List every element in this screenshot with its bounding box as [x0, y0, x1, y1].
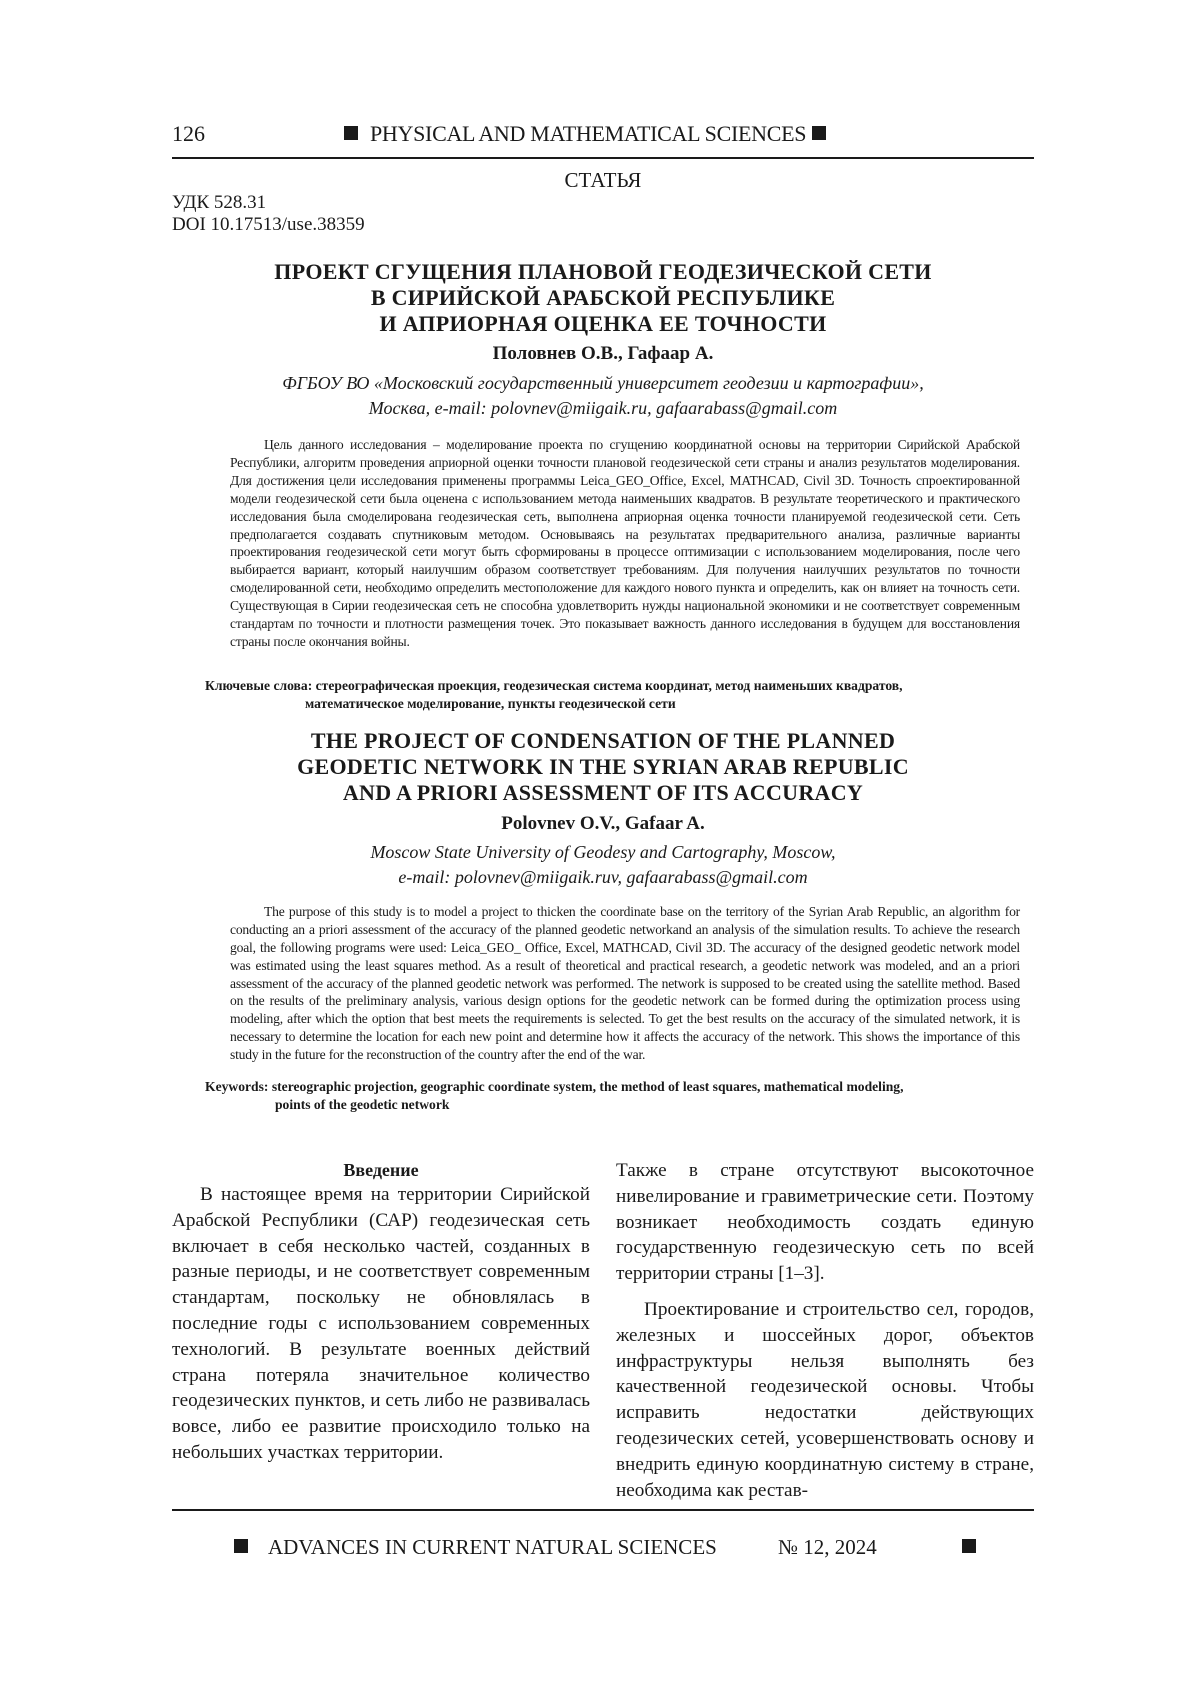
- article-type: СТАТЬЯ: [172, 168, 1034, 192]
- udc: УДК 528.31: [172, 192, 1034, 214]
- ru-keywords: [205, 677, 1034, 713]
- header-rule: [172, 157, 1034, 159]
- en-authors: Polovnev O.V., Gafaar A.: [172, 812, 1034, 836]
- en-affiliation-line: Moscow State University of Geodesy and Cartography, Moscow,: [172, 840, 1034, 865]
- en-keywords-line: stereographic projection, geographic coordinate system, the method of least squares, mathematical modeling,: [272, 1079, 904, 1094]
- ru-abstract: Цель данного исследования – моделирование проекта по сгущению координатной основы на территории Сирийской Арабской Республики, алгоритм проведения априорной оценки точности плановой геодезической сети страны и анализ результатов моделирования. Для достижения цели исследования применены программы Leica_GEO_Office, Excel, MATHCAD, Civil 3D. Точность спроектированной модели геодезической сети была оценена с использованием метода наименьших квадратов. В результате теоретического и практического исследования была смоделирована геодезическая сеть, выполнена априорная оценка точности планируемой геодезической сети. Сеть предполагается создавать спутниковым методом. Основываясь на результатах предварительного анализа, различные варианты проектирования геодезической сети могут быть сформированы в процессе оптимизации с использованием моделирования, после чего выбирается вариант, который наилучшим образом соответствует требованиям. Для получения наилучших результатов по точности смоделированной сети, необходимо определить местоположение для каждого нового пункта и определить, как он влияет на точность сети. Существующая в Сирии геодезическая сеть не способна удовлетворить нужды национальной экономики и не соответствует современным стандартам по точности и плотности размещения точек. Это показывает важность данного исследования в будущем для восстановления страны после окончания войны.: [230, 436, 1020, 651]
- body-left-column: [172, 1158, 590, 1503]
- ru-affiliation: [172, 371, 1034, 421]
- en-title-line: GEODETIC NETWORK IN THE SYRIAN ARAB REPUBLIC: [172, 754, 1034, 780]
- footer-journal: ADVANCES IN CURRENT NATURAL SCIENCES: [268, 1533, 717, 1561]
- ru-authors: Половнев О.В., Гафаар А.: [172, 342, 1034, 366]
- footer-rule: [172, 1509, 1034, 1511]
- en-title-line: THE PROJECT OF CONDENSATION OF THE PLANNED: [172, 728, 1034, 754]
- body-paragraph: Проектирование и строительство сел, городов, железных и шоссейных дорог, объектов инфраструктуры нельзя выполнять без качественной геодезической основы. Чтобы исправить недостатки действующих геодезических сетей, усовершенствовать основу и внедрить единую координатную систему в стране, необходима как рестав-: [616, 1297, 1034, 1503]
- en-abstract: The purpose of this study is to model a project to thicken the coordinate base on the territory of the Syrian Arab Republic, an algorithm for conducting an a priori assessment of the accuracy of the planned geodetic networkand an analysis of the simulation results. To achieve the research goal, the following programs were used: Leica_GEO_ Office, Excel, MATHCAD, Civil 3D. The accuracy of the designed geodetic network model was estimated using the least squares method. As a result of theoretical and practical research, a geodetic network was modeled, and an a priori assessment of the accuracy of the planned geodetic network was performed. The network is supposed to be created using the satellite method. Based on the results of the preliminary analysis, various design options for the geodetic network can be formed during the optimization process using modeling, after which the option that best meets the requirements is selected. To get the best results on the accuracy of the simulated network, it is necessary to determine the location for each new point and determine how it affects the accuracy of the network. This shows the importance of this study in the future for the reconstruction of the country after the end of the war.: [230, 903, 1020, 1064]
- en-keywords-line: points of the geodetic network: [205, 1096, 1034, 1114]
- en-title-line: AND A PRIORI ASSESSMENT OF ITS ACCURACY: [172, 780, 1034, 806]
- body-columns: [172, 1158, 1034, 1503]
- running-header: [172, 120, 1034, 150]
- body-right-column: [616, 1158, 1034, 1503]
- ru-title-line: И АПРИОРНАЯ ОЦЕНКА ЕЕ ТОЧНОСТИ: [172, 311, 1034, 337]
- en-affiliation: [172, 840, 1034, 890]
- square-bullet-icon: [812, 126, 826, 140]
- body-paragraph: В настоящее время на территории Сирийской Арабской Республики (САР) геодезическая сеть включает в себя несколько частей, созданных в разные периоды, и не соответствует современным стандартам, поскольку не обновлялась в последние годы с использованием современных технологий. В результате военных действий страна потеряла значительное количество геодезических пунктов, и сеть либо не развивалась вовсе, либо ее развитие происходило только на небольших участках территории.: [172, 1182, 590, 1466]
- en-keywords-label: Keywords:: [205, 1079, 268, 1094]
- doi: DOI 10.17513/use.38359: [172, 214, 1034, 236]
- section-heading: Введение: [172, 1158, 590, 1182]
- ru-affiliation-line: Москва, e-mail: polovnev@miigaik.ru, gafaarabass@gmail.com: [172, 396, 1034, 421]
- en-title: [172, 728, 1034, 806]
- square-bullet-icon: [344, 126, 358, 140]
- ru-keywords-label: Ключевые слова:: [205, 678, 312, 693]
- ru-keywords-line: математическое моделирование, пункты геодезической сети: [205, 695, 1034, 713]
- en-keywords: [205, 1078, 1034, 1114]
- page-number: 126: [172, 120, 205, 148]
- footer-issue: № 12, 2024: [778, 1533, 877, 1561]
- ru-title-line: В СИРИЙСКОЙ АРАБСКОЙ РЕСПУБЛИКЕ: [172, 285, 1034, 311]
- en-affiliation-line: e-mail: polovnev@miigaik.ruv, gafaarabass@gmail.com: [172, 865, 1034, 890]
- journal-section: PHYSICAL AND MATHEMATICAL SCIENCES: [370, 120, 806, 148]
- running-footer: [172, 1533, 1034, 1563]
- body-paragraph: Также в стране отсутствуют высокоточное нивелирование и гравиметрические сети. Поэтому возникает необходимость создать единую государственную геодезическую сеть по всей территории страны [1–3].: [616, 1158, 1034, 1287]
- ru-title: [172, 259, 1034, 337]
- ru-keywords-line: стереографическая проекция, геодезическая система координат, метод наименьших квадратов,: [316, 678, 903, 693]
- square-bullet-icon: [234, 1539, 248, 1553]
- ru-title-line: ПРОЕКТ СГУЩЕНИЯ ПЛАНОВОЙ ГЕОДЕЗИЧЕСКОЙ СЕТИ: [172, 259, 1034, 285]
- square-bullet-icon: [962, 1539, 976, 1553]
- ru-affiliation-line: ФГБОУ ВО «Московский государственный университет геодезии и картографии»,: [172, 371, 1034, 396]
- page: [172, 0, 1034, 1563]
